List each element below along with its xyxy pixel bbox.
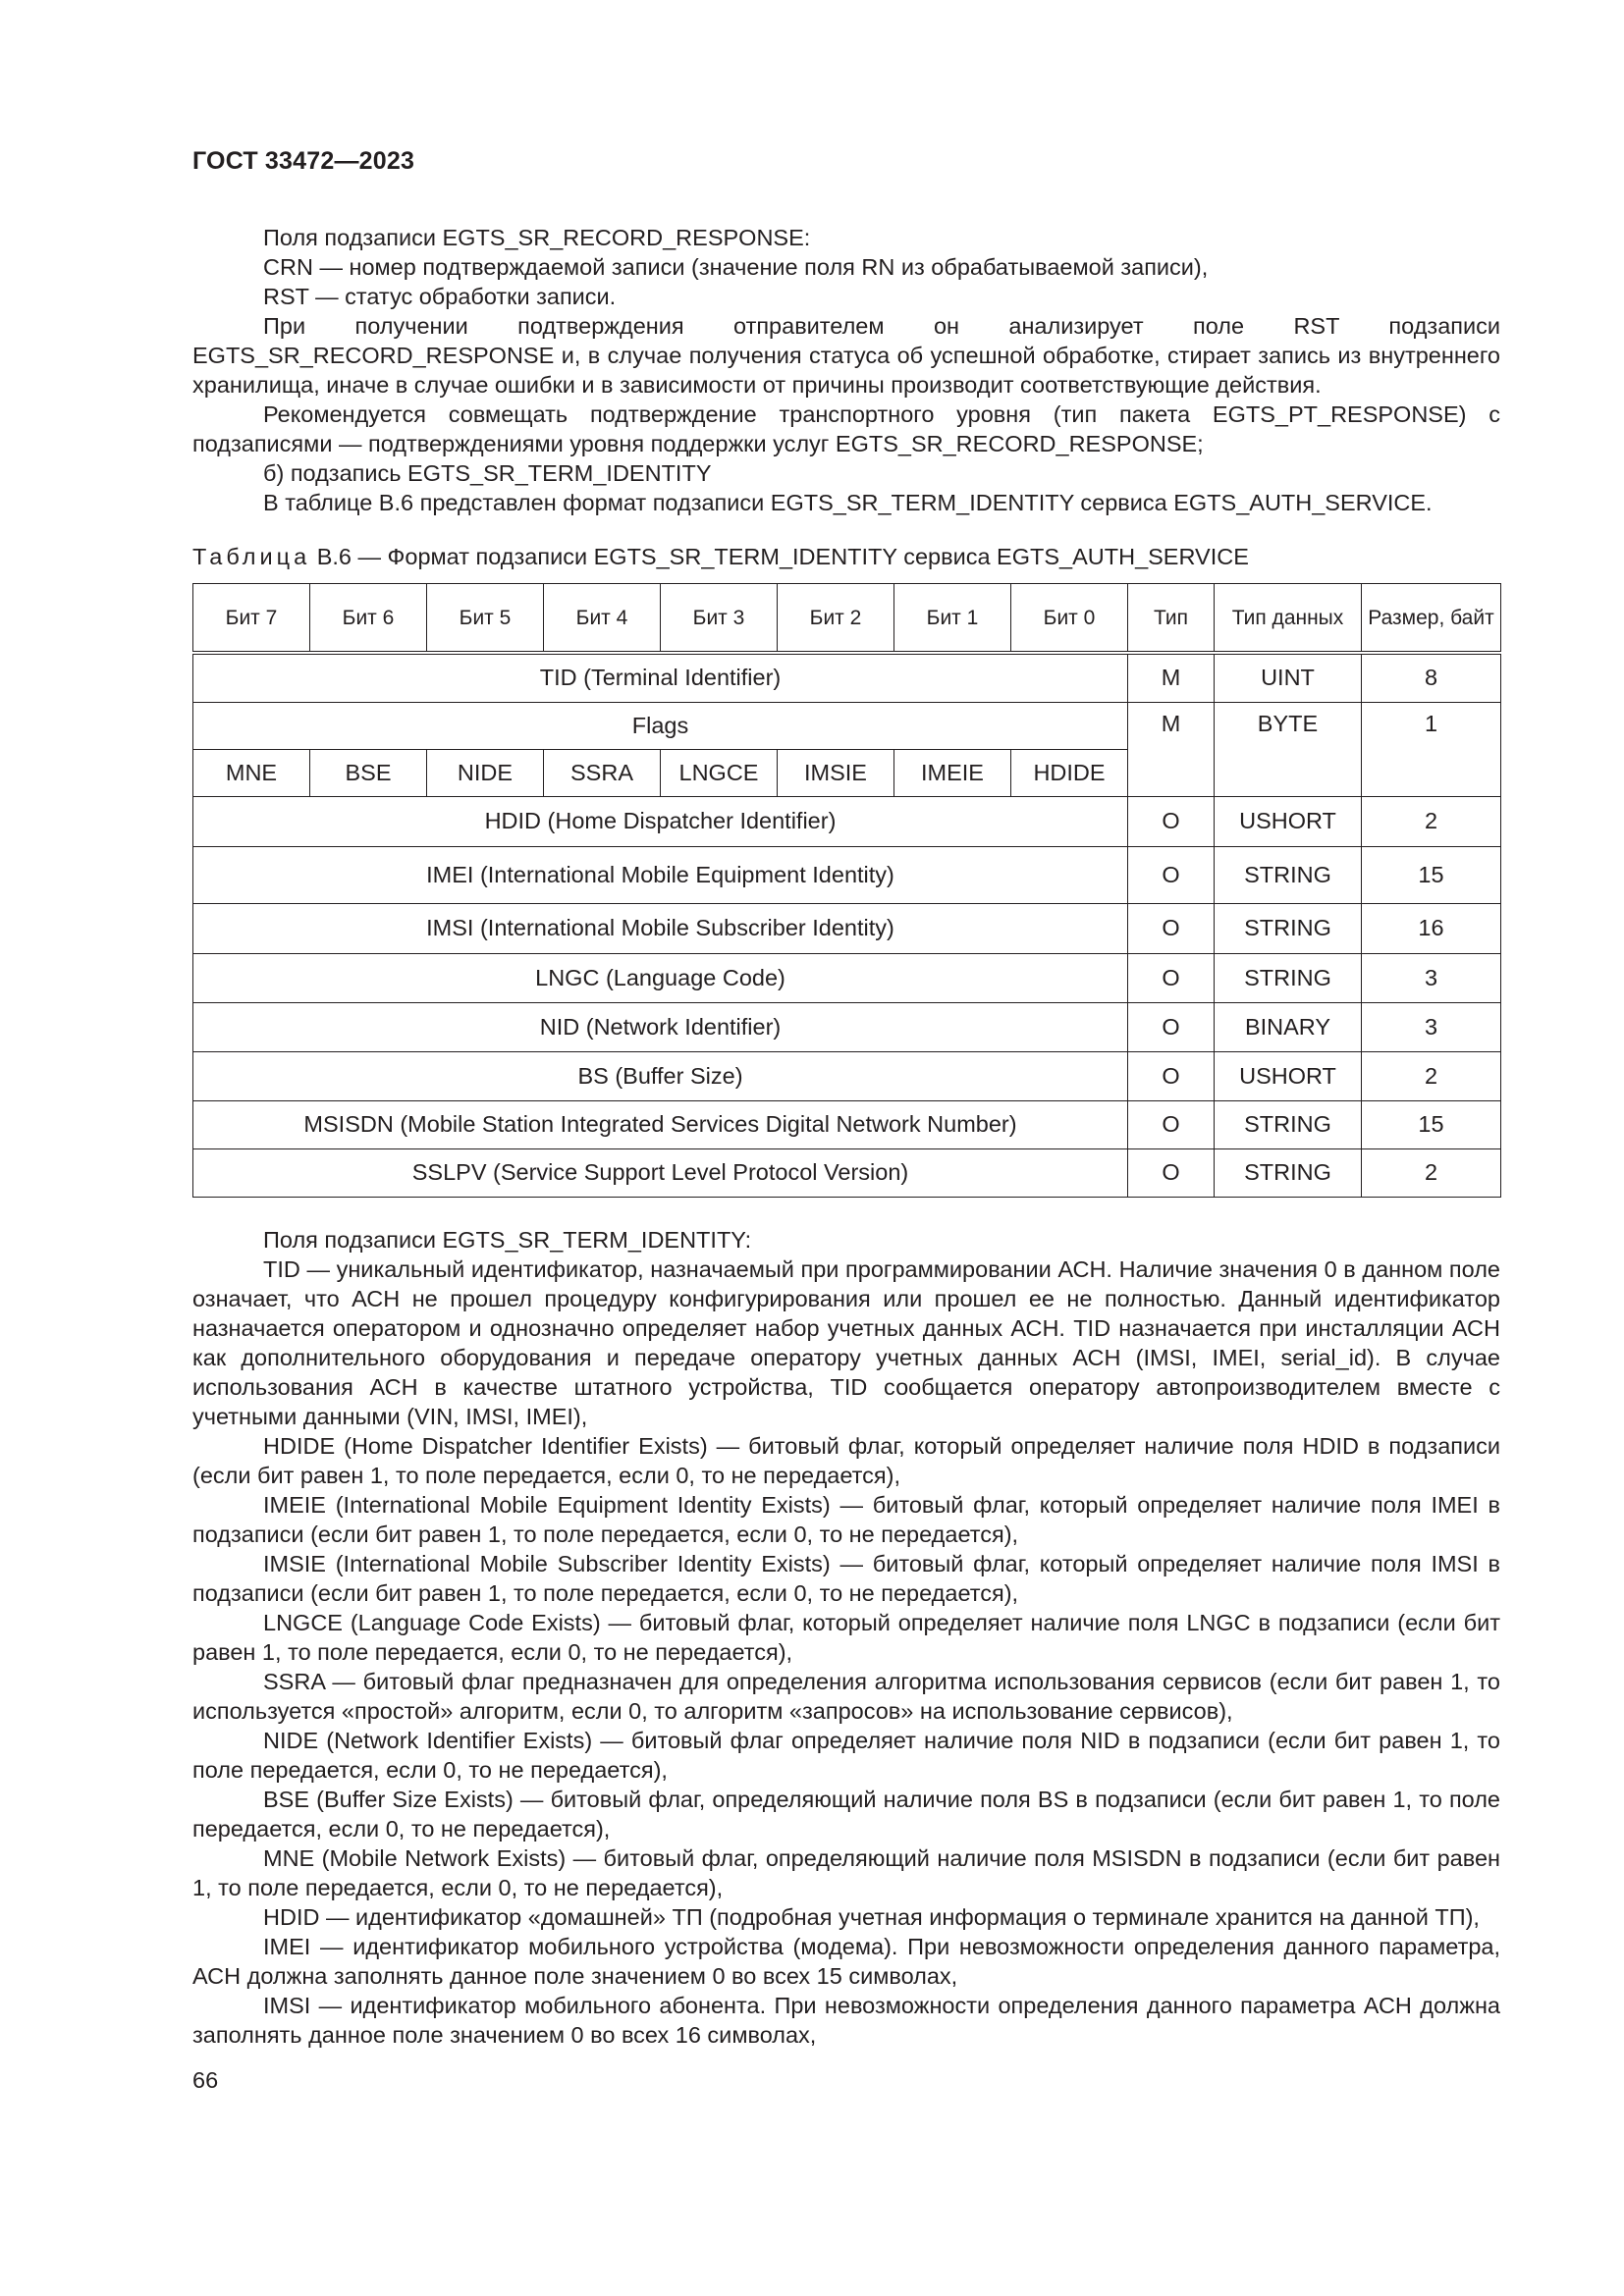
field-descriptions: [192, 1225, 1500, 2050]
field-name-cell: BS (Buffer Size): [193, 1051, 1128, 1100]
size-cell: 1: [1362, 702, 1501, 796]
size-cell: 2: [1362, 796, 1501, 846]
table-row: [193, 702, 1501, 749]
size-cell: 3: [1362, 1002, 1501, 1051]
paragraph: SSRA — битовый флаг предназначен для определения алгоритма использования сервисов (если бит равен 1, то используется «простой» алгоритм, если 0, то алгоритм «запросов» на использование сервисов),: [192, 1669, 1500, 1724]
header-cell: Бит 5: [427, 584, 544, 654]
flag-bit-cell: LNGCE: [661, 749, 778, 796]
field-name-cell: NID (Network Identifier): [193, 1002, 1128, 1051]
paragraph: BSE (Buffer Size Exists) — битовый флаг, определяющий наличие поля BS в подзаписи (если бит равен 1, то поле передается, если 0, то не передается),: [192, 1787, 1500, 1842]
table-row: [193, 903, 1501, 953]
table-row: [193, 1100, 1501, 1148]
header-cell: Тип: [1128, 584, 1215, 654]
paragraph: В таблице В.6 представлен формат подзаписи EGTS_SR_TERM_IDENTITY сервиса EGTS_AUTH_SERVICE.: [263, 490, 1433, 515]
field-name-cell: TID (Terminal Identifier): [193, 653, 1128, 702]
flag-bit-cell: SSRA: [544, 749, 661, 796]
paragraph: Рекомендуется совмещать подтверждение транспортного уровня (тип пакета EGTS_PT_RESPONSE) с подзаписями — подтверждениями уровня поддержки услуг EGTS_SR_RECORD_RESPONSE;: [192, 401, 1500, 456]
size-cell: 8: [1362, 653, 1501, 702]
data-type-cell: STRING: [1215, 903, 1362, 953]
header-cell: Бит 0: [1011, 584, 1128, 654]
field-name-cell: MSISDN (Mobile Station Integrated Services Digital Network Number): [193, 1100, 1128, 1148]
size-cell: 15: [1362, 1100, 1501, 1148]
paragraph: IMEI — идентификатор мобильного устройства (модема). При невозможности определения данного параметра, АСН должна заполнять данное поле значением 0 во всех 15 символах,: [192, 1934, 1500, 1989]
table-caption: [192, 542, 1249, 571]
header-cell: Тип данных: [1215, 584, 1362, 654]
header-cell: Бит 3: [661, 584, 778, 654]
paragraph: TID — уникальный идентификатор, назначаемый при программировании АСН. Наличие значения 0 в данном поле означает, что АСН не прошел процедуру конфигурирования или прошел ее не полностью. Данный идентификатор назначается оператором и однозначно определяет набор учетных данных АСН. TID назначается при инсталляции АСН как дополнительного оборудования и передаче оператору учетных данных АСН (IMSI, IMEI, serial_id). В случае использования АСН в качестве штатного устройства, TID сообщается оператору автопроизводителем вместе с учетными данными (VIN, IMSI, IMEI),: [192, 1256, 1500, 1429]
flag-bit-cell: HDIDE: [1011, 749, 1128, 796]
flag-bit-cell: IMEIE: [894, 749, 1011, 796]
page-header: ГОСТ 33472—2023: [192, 147, 415, 175]
field-type-cell: O: [1128, 1002, 1215, 1051]
field-type-cell: O: [1128, 1051, 1215, 1100]
table-row: [193, 1051, 1501, 1100]
table-row: [193, 653, 1501, 702]
field-type-cell: O: [1128, 796, 1215, 846]
field-type-cell: O: [1128, 953, 1215, 1002]
paragraph: NIDE (Network Identifier Exists) — битовый флаг определяет наличие поля NID в подзаписи (если бит равен 1, то поле передается, если 0, то не передается),: [192, 1728, 1500, 1783]
header-cell: Бит 4: [544, 584, 661, 654]
paragraph: CRN — номер подтверждаемой записи (значение поля RN из обрабатываемой записи),: [263, 254, 1209, 280]
paragraph: IMEIE (International Mobile Equipment Identity Exists) — битовый флаг, который определяет наличие поля IMEI в подзаписи (если бит равен 1, то поле передается, если 0, то не передается),: [192, 1492, 1500, 1547]
data-type-cell: USHORT: [1215, 1051, 1362, 1100]
table-row: [193, 1148, 1501, 1197]
data-type-cell: STRING: [1215, 1100, 1362, 1148]
header-cell: Бит 2: [778, 584, 894, 654]
table-header-row: [193, 584, 1501, 654]
paragraph: IMSI — идентификатор мобильного абонента. При невозможности определения данного параметра АСН должна заполнять данное поле значением 0 во всех 16 символах,: [192, 1993, 1500, 2048]
field-type-cell: O: [1128, 1148, 1215, 1197]
subrecord-format-table: [192, 583, 1501, 1198]
paragraph: Поля подзаписи EGTS_SR_RECORD_RESPONSE:: [263, 225, 811, 250]
header-cell: Бит 7: [193, 584, 310, 654]
intro-text: [192, 223, 1500, 517]
data-type-cell: STRING: [1215, 846, 1362, 903]
size-cell: 3: [1362, 953, 1501, 1002]
table-caption-text: В.6 — Формат подзаписи EGTS_SR_TERM_IDENTITY сервиса EGTS_AUTH_SERVICE: [316, 544, 1249, 569]
header-cell: Бит 1: [894, 584, 1011, 654]
paragraph: RST — статус обработки записи.: [263, 284, 617, 309]
field-type-cell: O: [1128, 846, 1215, 903]
table-row: [193, 796, 1501, 846]
field-name-cell: IMSI (International Mobile Subscriber Identity): [193, 903, 1128, 953]
data-type-cell: BYTE: [1215, 702, 1362, 796]
size-cell: 2: [1362, 1051, 1501, 1100]
data-type-cell: UINT: [1215, 653, 1362, 702]
flag-bit-cell: BSE: [310, 749, 427, 796]
field-name-cell: HDID (Home Dispatcher Identifier): [193, 796, 1128, 846]
paragraph: HDIDE (Home Dispatcher Identifier Exists) — битовый флаг, который определяет наличие поля HDID в подзаписи (если бит равен 1, то поле передается, если 0, то не передается),: [192, 1433, 1500, 1488]
size-cell: 2: [1362, 1148, 1501, 1197]
field-type-cell: M: [1128, 653, 1215, 702]
paragraph: При получении подтверждения отправителем он анализирует поле RST подзаписи EGTS_SR_RECORD_RESPONSE и, в случае получения статуса об успешной обработке, стирает запись из внутреннего хранилища, иначе в случае ошибки и в зависимости от причины производит соответствующие действия.: [192, 313, 1500, 398]
table-row: [193, 846, 1501, 903]
header-cell: Размер, байт: [1362, 584, 1501, 654]
field-name-cell: Flags: [193, 702, 1128, 749]
field-type-cell: O: [1128, 903, 1215, 953]
data-type-cell: USHORT: [1215, 796, 1362, 846]
flag-bit-cell: MNE: [193, 749, 310, 796]
header-cell: Бит 6: [310, 584, 427, 654]
flag-bit-cell: IMSIE: [778, 749, 894, 796]
table-row: [193, 1002, 1501, 1051]
paragraph: IMSIE (International Mobile Subscriber Identity Exists) — битовый флаг, который определяет наличие поля IMSI в подзаписи (если бит равен 1, то поле передается, если 0, то не передается),: [192, 1551, 1500, 1606]
table-row: [193, 953, 1501, 1002]
paragraph: MNE (Mobile Network Exists) — битовый флаг, определяющий наличие поля MSISDN в подзаписи (если бит равен 1, то поле передается, если 0, то не передается),: [192, 1845, 1500, 1900]
data-type-cell: BINARY: [1215, 1002, 1362, 1051]
data-type-cell: STRING: [1215, 953, 1362, 1002]
paragraph: LNGCE (Language Code Exists) — битовый флаг, который определяет наличие поля LNGC в подзаписи (если бит равен 1, то поле передается, если 0, то не передается),: [192, 1610, 1500, 1665]
field-type-cell: O: [1128, 1100, 1215, 1148]
field-name-cell: LNGC (Language Code): [193, 953, 1128, 1002]
paragraph: Поля подзаписи EGTS_SR_TERM_IDENTITY:: [263, 1227, 752, 1253]
page-number: 66: [192, 2067, 219, 2093]
size-cell: 15: [1362, 846, 1501, 903]
field-type-cell: M: [1128, 702, 1215, 796]
field-name-cell: IMEI (International Mobile Equipment Identity): [193, 846, 1128, 903]
paragraph: HDID — идентификатор «домашней» ТП (подробная учетная информация о терминале хранится на данной ТП),: [263, 1904, 1480, 1930]
field-name-cell: SSLPV (Service Support Level Protocol Version): [193, 1148, 1128, 1197]
size-cell: 16: [1362, 903, 1501, 953]
data-type-cell: STRING: [1215, 1148, 1362, 1197]
paragraph: б) подзапись EGTS_SR_TERM_IDENTITY: [263, 460, 712, 486]
table-caption-prefix: Таблица: [192, 544, 311, 569]
flag-bit-cell: NIDE: [427, 749, 544, 796]
